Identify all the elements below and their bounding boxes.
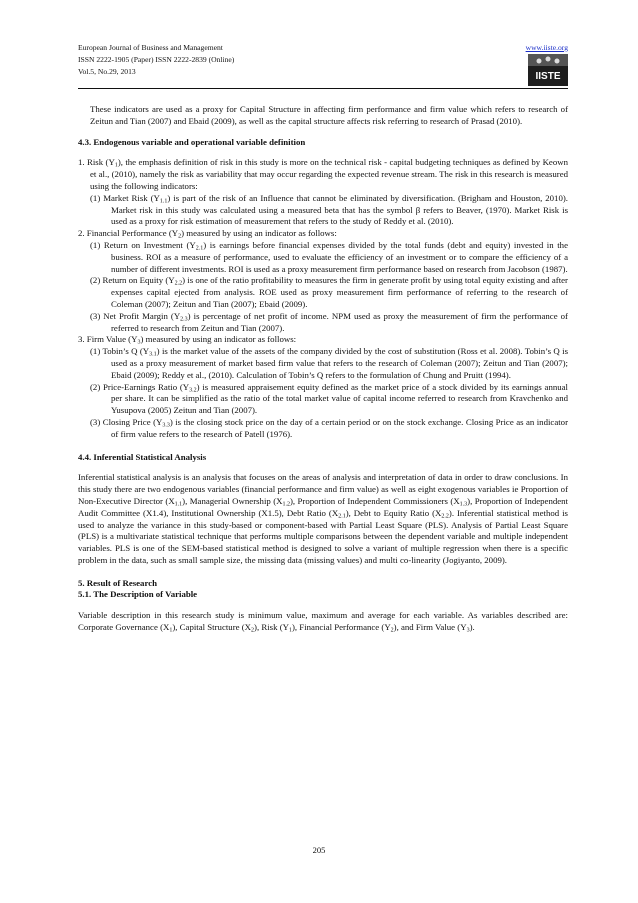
list-item-closing-price: (3) Closing Price $(Y_{3.3})$ is the closing stock price on the day of a certain period or on the stock exchange. Closing Price as an indicator of firm value refers to the research of Patell (1976). [90,416,568,439]
section-4-4-heading: 4.4. Inferential Statistical Analysis [78,451,207,462]
issn-line: ISSN 2222-1905 (Paper) ISSN 2222-2839 (Online) [78,55,235,64]
list-item-risk: 1. Risk $(Y_1)$, the emphasis definition of risk in this study is more on the technical risk - capital budgeting techniques as defined by Keown et al., (2010), namely the risk as variability that may occur regarding the expected revenue stream. The risk in this research is measured using the following indicators: [78,157,568,191]
section-4-3-heading: 4.3. Endogenous variable and operational variable definition [78,136,306,147]
svg-text:IISTE: IISTE [535,71,561,82]
running-header [78,42,568,78]
list-item-financial-performance: 2. Financial Performance $(Y_2)$ measured by using an indicator as follows: [78,228,337,240]
iiste-logo [528,54,568,86]
list-item-roe: (2) Return on Equity $(Y_{2.2})$ is one of the ratio profitability to measures the firm in generate profit by using total equity existing and after expenses capital ejected from analysis. ROE used as proxy measurement firm performance of referring to the research of Coleman (2007); Zeitun and Tian (2007); Ebaid (2009). [90,275,568,309]
variable-description-paragraph: Variable description in this research study is minimum value, maximum and average for each variable. As variables described are: Corporate Governance $(X_1)$, Capital Structure $(X_2)$, Risk $(Y_1)$, Financial Performance $(Y_2)$, and Firm Value $(Y_3)$. [78,610,568,634]
list-item-firm-value: 3. Firm Value $(Y_3)$ measured by using an indicator as follows: [78,334,297,346]
intro-paragraph: These indicators are used as a proxy for Capital Structure in affecting firm performance and firm value which refers to research of Zeitun and Tian (2007) and Ebaid (2009), as well as the capital structure affects risk referring to research of Prasad (2010). [90,104,568,126]
inferential-analysis-paragraph: Inferential statistical analysis is an analysis that focuses on the areas of analysis and interpretation of data in order to draw conclusions. In this study there are two endogenous variables (financial performance and firm value) as well as eight exogenous variables ie Proportion of Non-Executive Director $(X_{1.1})$, Managerial Ownership $(X_{1.2})$, Proportion of Independent Commissioners $(X_{1.3})$, Proportion of Independent Audit Committee (X1.4), Institutional Ownership (X1.5), Debt Ratio $(X_{2.1})$, Debt to Equity Ratio $(X_{2.2})$. Inferential statistical method is used to analyze the variance in this study-based or component-based with Partial Least Square (PLS). Analysis of Partial Least Square (PLS) is a multivariate statistical technique that performs multiple comparisons between the dependent variable and multiple independent variables. PLS is one of the SEM-based statistical method is designed to solve a variant of multiple regression when there is a specific problem in the data, such as small sample size, the missing data (missing values) and multi co-linearity (Jogiyanto, 2009). [78,472,568,565]
header-rule [78,88,568,89]
journal-url-link[interactable]: www.iiste.org [525,43,568,52]
list-item-per: (2) Price-Earnings Ratio $(Y_{3.2})$ is measured appraisement equity defined as the market price of a stock divided by its earnings annual per share. It can be simplified as the ratio of the total market value of capital income referred to research from Kravchenko and Yusupova (2005) Zeitun and Tian (2007). [90,381,568,416]
journal-name: European Journal of Business and Management [78,43,223,52]
section-5-heading: 5. Result of Research [78,577,157,588]
section-5-1-heading: 5.1. The Description of Variable [78,589,198,600]
list-item-npm: (3) Net Profit Margin $(Y_{2.3})$ is percentage of net profit of income. NPM used as proxy the measurement of firm the performance of referred to research from Zeitun and Tian (2007). [90,310,568,333]
list-item-tobins-q: (1) Tobin’s Q $(Y_{3.1})$ is the market value of the assets of the company divided by the cost of substitution (Ross et al. 2008). Tobin’s Q is used as a proxy measurement of market based firm value that refers to the research of Coleman (2007); Zeitun and Tian (2007); Ebaid (2009); Reddy et al., (2010). Calculation of Tobin’s Q refers to the formulation of Chung and Pruitt (1994). [90,346,568,380]
list-item-roi: (1) Return on Investment $(Y_{2.1})$ is earnings before financial expenses divided by the total funds (debt and equity) invested in the business. ROI as a measure of performance, used to evaluate the efficiency of an investment or to compare the efficiency of a number of different investments. ROI is used as a proxy measurement firm performance based on research from Jacobson (1987). [90,239,568,274]
page-body [78,104,568,634]
volume-line: Vol.5, No.29, 2013 [78,67,136,76]
list-item-market-risk: (1) Market Risk $(Y_{1.1})$ is part of the risk of an Influence that cannot be eliminated by diversification. (Brigham and Houston, 2010). Market risk in this study was calculated using a measured beta that has the symbol β refers to Beaver, (1970). Market Risk is used as a proxy for risk estimation of measurement that refers to the study of Reddy et al. (2010). [90,192,568,227]
page-number: 205 [312,845,326,855]
